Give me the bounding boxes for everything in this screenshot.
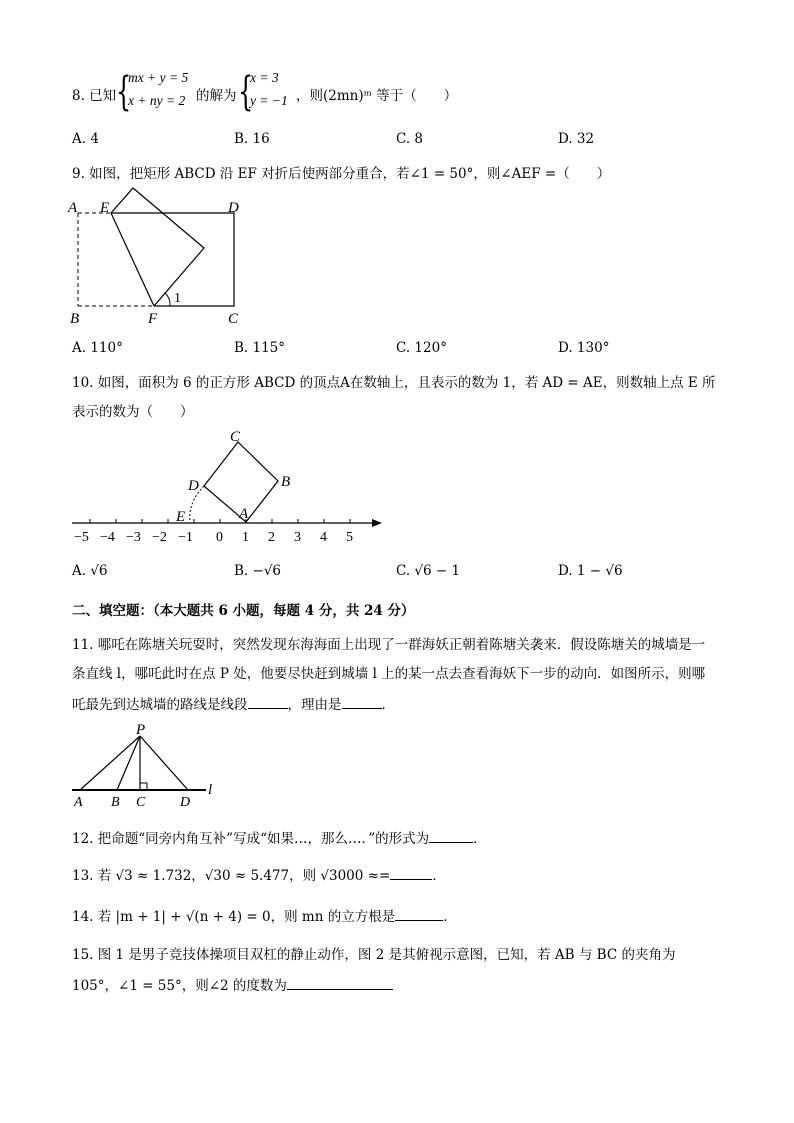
q13-blank bbox=[390, 867, 432, 880]
q10-option-b: B. −√6 bbox=[234, 563, 282, 579]
q11-seg-pa bbox=[80, 736, 140, 790]
q8-sys1-eq2: x + ny = 2 bbox=[128, 93, 186, 108]
q9-flap bbox=[111, 188, 204, 306]
q8-brace-1: { bbox=[116, 69, 132, 115]
q10-label-b: B bbox=[281, 474, 291, 490]
q8-option-d: D. 32 bbox=[558, 131, 595, 147]
section-title: 二、填空题：（本大题共 6 小题，每题 4 分，共 24 分） bbox=[72, 603, 415, 619]
q9-label-c: C bbox=[228, 311, 239, 327]
q11-seg-pb bbox=[117, 736, 140, 790]
q13-text: 13. 若 √3 ≈ 1.732，√30 ≈ 5.477，则 √3000 ≈= bbox=[72, 868, 391, 884]
q13-end: ． bbox=[432, 868, 446, 884]
q10-tick-label: 3 bbox=[294, 530, 301, 545]
q9-angle-arc bbox=[165, 293, 170, 306]
q8-sys2-eq1: x = 3 bbox=[250, 70, 279, 85]
q9-label-a: A bbox=[68, 200, 78, 216]
q10-tick-label: −4 bbox=[100, 530, 115, 545]
q9-label-f: F bbox=[148, 311, 158, 327]
q14-text: 14. 若 |m + 1| + √(n + 4) = 0，则 mn 的立方根是 bbox=[72, 909, 396, 925]
q10-option-d: D. 1 − √6 bbox=[558, 563, 623, 579]
q11-seg-pd bbox=[140, 736, 188, 790]
q8-mid: 的解为 bbox=[196, 88, 237, 104]
q9-stem: 9. 如图，把矩形 ABCD 沿 EF 对折后使两部分重合，若∠1 = 50°，则∠AEF =（ ） bbox=[72, 166, 611, 182]
q10-tick-label: 1 bbox=[242, 530, 249, 545]
q9-label-b: B bbox=[70, 311, 80, 327]
q11-figure bbox=[66, 720, 216, 810]
q14-blank bbox=[395, 908, 443, 921]
q9-option-d: D. 130° bbox=[558, 340, 610, 356]
q9-rect-solid bbox=[111, 213, 234, 306]
q10-figure bbox=[66, 424, 386, 548]
q11-label-c: C bbox=[136, 795, 146, 810]
q9-option-c: C. 120° bbox=[396, 340, 447, 356]
q15-line1: 15. 图 1 是男子竞技体操项目双杠的静止动作，图 2 是其俯视示意图，已知，若 AB 与 BC 的夹角为 bbox=[72, 947, 676, 963]
q11-line3 bbox=[72, 693, 395, 713]
q10-tick-label: 2 bbox=[268, 530, 275, 545]
q10-label-e: E bbox=[176, 509, 186, 525]
q8-brace-2: { bbox=[238, 69, 254, 115]
q10-stem-line1: 10. 如图，面积为 6 的正方形 ABCD 的顶点A在数轴上，且表示的数为 1，若 AD = AE，则数轴上点 E 所 bbox=[72, 375, 716, 391]
q10-option-c: C. √6 − 1 bbox=[396, 563, 461, 579]
q9-label-angle: 1 bbox=[174, 291, 181, 306]
q10-tick-label: −3 bbox=[126, 530, 141, 545]
q11-blank-1 bbox=[248, 696, 288, 709]
q11-label-b: B bbox=[111, 795, 120, 810]
q11-right-angle bbox=[140, 783, 147, 790]
q15-line2 bbox=[72, 974, 393, 994]
q10-tick-label: −2 bbox=[152, 530, 167, 545]
q15-line2-text: 105°，∠1 = 55°，则∠2 的度数为 bbox=[72, 978, 287, 994]
q11-label-p: P bbox=[136, 722, 146, 738]
q9-figure bbox=[66, 182, 246, 327]
q8-sys2-eq2: y = −1 bbox=[250, 93, 288, 108]
q9-fold-line bbox=[111, 213, 154, 306]
q10-label-c: C bbox=[230, 429, 241, 445]
q10-tick-label: 5 bbox=[346, 530, 353, 545]
q10-stem-line2: 表示的数为（ ） bbox=[72, 404, 194, 420]
q10-label-a: A bbox=[239, 506, 249, 522]
q11-blank-2 bbox=[342, 696, 382, 709]
q9-option-b: B. 115° bbox=[234, 340, 286, 356]
q10-tick-label: 4 bbox=[320, 530, 327, 545]
q8-option-c: C. 8 bbox=[396, 131, 424, 147]
q8-option-a: A. 4 bbox=[72, 131, 99, 147]
q12-blank bbox=[429, 830, 473, 843]
q10-tick-label: −1 bbox=[178, 530, 193, 545]
q12 bbox=[72, 827, 487, 847]
q9-label-e: E bbox=[100, 200, 110, 216]
q10-axis-arrow bbox=[372, 519, 382, 527]
q11-line1: 11. 哪吒在陈塘关玩耍时，突然发现东海海面上出现了一群海妖正朝着陈塘关袭来．假设陈塘关的城墙是一 bbox=[72, 637, 706, 653]
q10-tick-label: 0 bbox=[216, 530, 223, 545]
q11-line3b: ，理由是 bbox=[287, 697, 342, 713]
q11-label-l: l bbox=[208, 782, 213, 798]
q13 bbox=[72, 864, 446, 884]
q15-blank bbox=[287, 977, 393, 990]
q14-end: ． bbox=[443, 909, 457, 925]
q14 bbox=[72, 905, 457, 925]
q12-text: 12. 把命题“同旁内角互补”写成“如果…，那么…．”的形式为 bbox=[72, 831, 430, 847]
q11-label-d: D bbox=[180, 795, 191, 810]
q8-prefix: 8. 已知 bbox=[72, 88, 117, 104]
q10-tick-label: −5 bbox=[74, 530, 89, 545]
q11-line3c: ． bbox=[381, 697, 395, 713]
q11-line2: 条直线 l，哪吒此时在点 P 处，他要尽快赶到城墙 l 上的某一点去查看海妖下一步的动向．如图所示，则哪 bbox=[72, 666, 706, 682]
q10-option-a: A. √6 bbox=[72, 563, 108, 579]
q11-line3a: 吒最先到达城墙的路线是线段 bbox=[72, 697, 248, 713]
q8-sys1-eq1: mx + y = 5 bbox=[128, 70, 189, 85]
q11-label-a: A bbox=[74, 795, 83, 810]
q9-option-a: A. 110° bbox=[72, 340, 123, 356]
q8-option-b: B. 16 bbox=[234, 131, 270, 147]
q12-end: ． bbox=[473, 831, 487, 847]
q8-suffix: ，则(2mn)ᵐ 等于（ ） bbox=[296, 88, 458, 104]
q9-label-d: D bbox=[228, 200, 239, 216]
q10-label-d: D bbox=[188, 478, 199, 494]
